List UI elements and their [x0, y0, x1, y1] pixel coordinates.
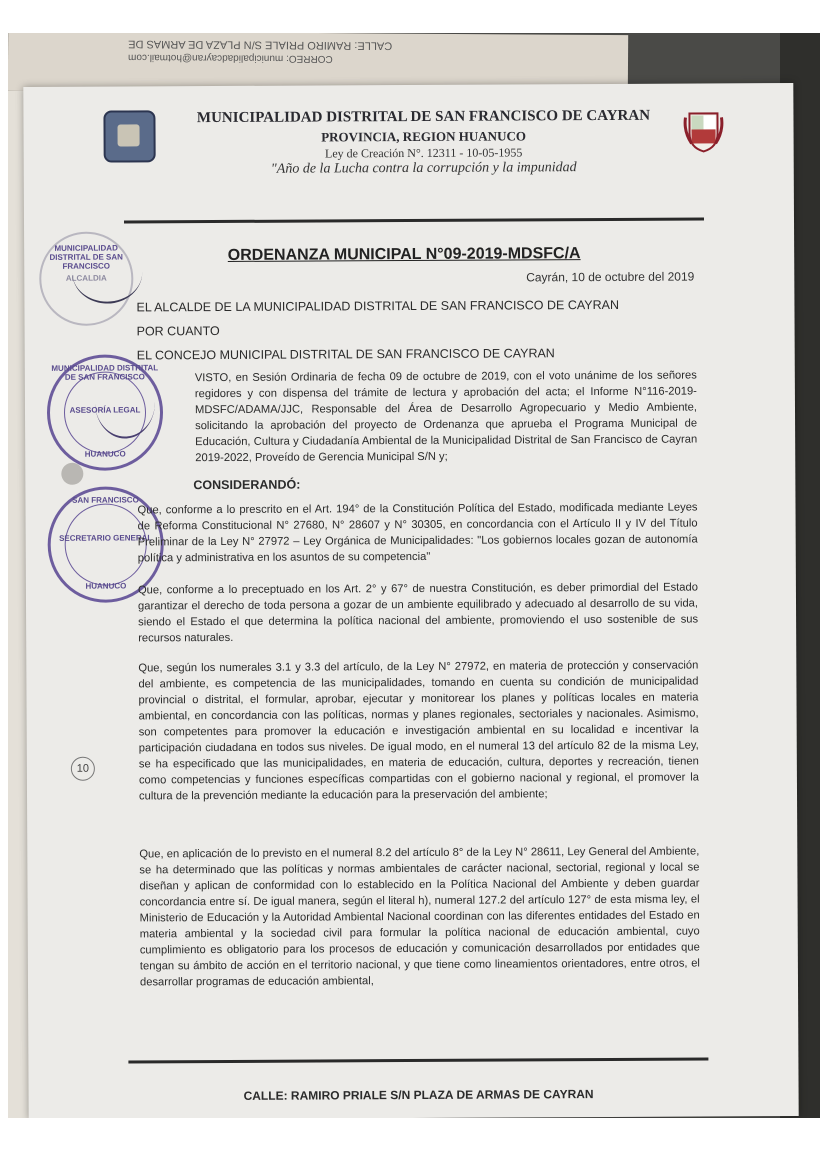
stamp3-center-text: SECRETARIO GENERAL — [59, 533, 153, 543]
considerando-paragraph-3: Que, según los numerales 3.1 y 3.3 del artículo, de la Ley N° 27972, en materia de protección y conservación del ambiente, es competencia de las municipalidades, tomando en cuenta su condición de municipalidad provincial o distrital, el formular, aprobar, ejecutar y monitorear los planes y políticas locales en materia ambiental, en concordancia con las políticas, normas y planes regionales, sectoriales y nacionales. Asimismo, son competentes para promover la educación e investigación ambiental en su localidad e incentivar la participación ciudadana en todos sus niveles. De igual modo, en el numeral 13 del artículo 82 de la misma Ley, se ha especificado que las municipalidades, en materia de educación, cultura, deportes y recreación, tienen como competencias y funciones específicas compartidas con el gobierno nacional y regional, el promover la cultura de la prevención mediante la educación para la preservación del ambiente; — [138, 659, 699, 803]
stamp2-center-text: ASESORÍA LEGAL — [69, 405, 141, 415]
stamp3-inner-ring — [64, 503, 146, 585]
stamp2-bottom-text: HUANUCO — [84, 449, 126, 459]
year-motto: "Año de la Lucha contra la corrupción y la impunidad — [270, 160, 577, 177]
por-cuanto: POR CUANTO — [136, 323, 220, 339]
letterhead — [83, 101, 724, 214]
document-date: Cayrán, 10 de octubre del 2019 — [526, 269, 695, 285]
underlying-address: CALLE: RAMIRO PRIALE S/N PLAZA DE ARMAS DE — [128, 37, 393, 52]
municipality-name: MUNICIPALIDAD DISTRITAL DE SAN FRANCISCO DE CAYRAN — [196, 107, 651, 127]
council-line: EL CONCEJO MUNICIPAL DISTRITAL DE SAN FRANCISCO DE CAYRAN — [136, 346, 555, 363]
stamp1-center-text: ALCALDIA — [65, 273, 107, 283]
handwritten-page-number: 10 — [71, 757, 95, 781]
underlying-email: CORREO: municipalidadcayran@hotmail.com — [127, 51, 333, 65]
mayor-line: EL ALCALDE DE LA MUNICIPALIDAD DISTRITAL DE SAN FRANCISCO DE CAYRAN — [136, 297, 620, 315]
signature-1 — [72, 241, 142, 303]
considerando-paragraph-4: Que, en aplicación de lo previsto en el numeral 8.2 del artículo 8° de la Ley N° 28611, Ley General del Ambiente, se ha determinado que las políticas y normas ambientales de carácter nacional, sectorial, regional y local se diseñan y aplican de conformidad con lo establecido en la Política Nacional del Ambiente y deben guardar concordancia entre sí. De igual manera, según el literal h), numeral 127.2 del artículo 127° de esta misma ley, el Ministerio de Educación y la Autoridad Ambiental Nacional coordinan con las diferentes entidades del Estado en materia ambiental y la sociedad civil para formular la política nacional de educación ambiental, cuyo cumplimiento es obligatorio para los procesos de educación y comunicación desarrollados por entidades que tengan su ámbito de acción en el territorio nacional, y que tiene como lineamientos orientadores, entre otros, el desarrollar programas de educación ambiental, — [139, 845, 700, 989]
considerando-paragraph-1: Que, conforme a lo prescrito en el Art. 194° de la Constitución Política del Estado, modificada mediante Leyes de Reforma Constitucional N° 27680, N° 28607 y N° 30305, en concordancia con el Artículo II y IV del Título Preliminar de la Ley N° 27972 – Ley Orgánica de Municipalidades: "Los gobiernos locales gozan de autonomía política y administrativa en los asuntos de su competencia" — [137, 501, 698, 565]
visto-paragraph — [137, 368, 697, 467]
header-divider — [124, 217, 704, 223]
footer-address: CALLE: RAMIRO PRIALE S/N PLAZA DE ARMAS DE CAYRAN — [243, 1087, 594, 1103]
photo-background — [8, 33, 820, 1118]
considerando-heading: CONSIDERANDÓ: — [193, 477, 301, 493]
stamp2-ring-text: MUNICIPALIDAD DISTRITAL DE SAN FRANCISCO — [51, 363, 159, 382]
ordinance-title: ORDENANZA MUNICIPAL N°09-2019-MDSFC/A — [227, 245, 581, 264]
province-name: PROVINCIA, REGION HUANUCO — [321, 128, 526, 145]
visto-text: VISTO, en Sesión Ordinaria de fecha 09 de octubre de 2019, con el voto unánime de los señores regidores y con dispensa del trámite de lectura y aprobación del acta; el Informe N°116-2019-MDSFC/ADAMA/JJC, Responsable del Área de Desarrollo Agropecuario y Medio Ambiente, solicitando la aprobación del proyecto de Ordenanza que aprueba el Programa Municipal de Educación, Cultura y Ciudadanía Ambiental de la Municipalidad Distrital de San Francisco de Cayran 2019-2022, Proveído de Gerencia Municipal S/N y; — [194, 369, 698, 465]
stamp3-ring-text: SAN FRANCISCO — [72, 495, 139, 505]
stamp3-bottom-text: HUANUCO — [85, 581, 127, 591]
creation-law: Ley de Creación N°. 12311 - 10-05-1955 — [324, 145, 523, 161]
stamp1-ring-text: MUNICIPALIDAD DISTRITAL DE SAN FRANCISCO — [49, 243, 123, 271]
footer-divider — [128, 1057, 708, 1063]
considerando-paragraph-2: Que, conforme a lo preceptuado en los Art. 2° y 67° de nuestra Constitución, es deber primordial del Estado garantizar el derecho de toda persona a gozar de un ambiente equilibrado y adecuado al desarrollo de su vida, siendo el Estado el que determina la política nacional del ambiente, promoviendo el uso sostenible de sus recursos naturales. — [137, 581, 699, 645]
peru-coat-of-arms-icon — [683, 107, 723, 153]
document-sheet — [23, 83, 798, 1118]
punch-hole — [61, 463, 83, 485]
municipal-crest-logo — [103, 110, 155, 162]
